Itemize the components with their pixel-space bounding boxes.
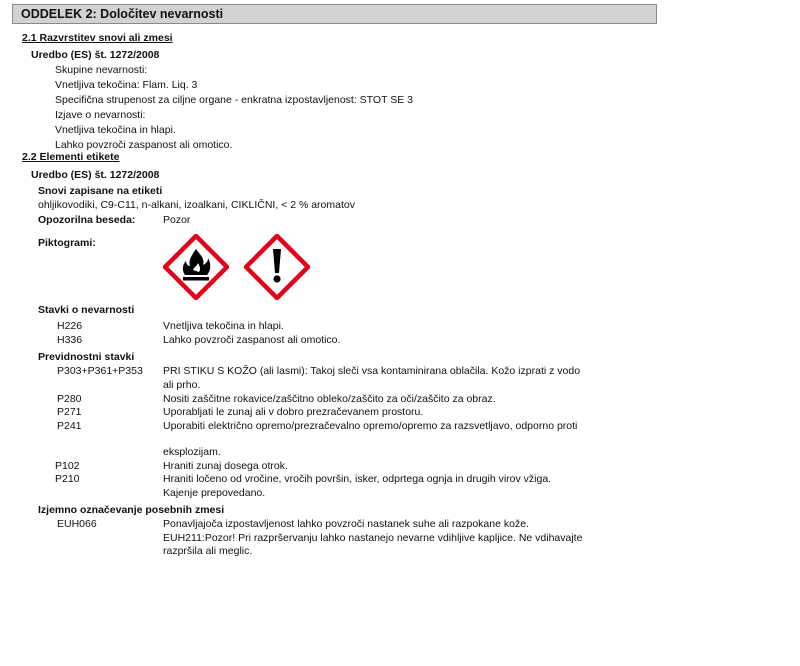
section-2-2-title: 2.2 Elementi etikete bbox=[22, 151, 120, 163]
precautionary-statements-label: Previdnostni stavki bbox=[38, 351, 135, 363]
exclamation-pictogram bbox=[244, 234, 310, 300]
euh-code: EUH066 bbox=[57, 518, 97, 530]
pictograms-label: Piktogrami: bbox=[38, 237, 96, 249]
euh211-line: EUH211:Pozor! Pri razpršervanju lahko nastanejo nevarne vdihljive kapljice. Ne vdihavajte bbox=[163, 532, 583, 544]
s21-line: Lahko povzroči zaspanost ali omotico. bbox=[55, 139, 233, 151]
signal-word-value: Pozor bbox=[163, 214, 191, 226]
flame-pictogram bbox=[163, 234, 229, 300]
precaution-code: P271 bbox=[57, 406, 82, 418]
hazard-text: Vnetljiva tekočina in hlapi. bbox=[163, 320, 284, 332]
euh-text: Ponavljajoča izpostavljenost lahko povzroči nastanek suhe ali razpokane kože. bbox=[163, 518, 529, 530]
special-labelling-label: Izjemno označevanje posebnih zmesi bbox=[38, 504, 225, 516]
precaution-text: Uporabljati le zunaj ali v dobro prezračevanem prostoru. bbox=[163, 406, 424, 418]
precaution-code: P303+P361+P353 bbox=[57, 365, 143, 377]
precaution-text: PRI STIKU S KOŽO (ali lasmi): Takoj sleči vsa kontaminirana oblačila. Kožo izprati z vodo bbox=[163, 365, 581, 377]
s21-line: Vnetljiva tekočina in hlapi. bbox=[55, 124, 176, 136]
precaution-text: Hraniti ločeno od vročine, vročih površin, isker, odprtega ognja in drugih virov vžiga. bbox=[163, 473, 552, 485]
precaution-code: P280 bbox=[57, 393, 82, 405]
precaution-text: Hraniti zunaj dosega otrok. bbox=[163, 460, 288, 472]
euh211-line: razpršila ali meglic. bbox=[163, 545, 253, 557]
precaution-text-cont: Kajenje prepovedano. bbox=[163, 487, 266, 499]
s22-regulation: Uredbo (ES) št. 1272/2008 bbox=[31, 169, 160, 181]
s21-line: Skupine nevarnosti: bbox=[55, 64, 148, 76]
s21-line: Vnetljiva tekočina: Flam. Liq. 3 bbox=[55, 79, 198, 91]
signal-word-label: Opozorilna beseda: bbox=[38, 214, 136, 226]
precaution-code: P210 bbox=[55, 473, 80, 485]
hazard-text: Lahko povzroči zaspanost ali omotico. bbox=[163, 334, 341, 346]
precaution-code: P102 bbox=[55, 460, 80, 472]
s21-regulation: Uredbo (ES) št. 1272/2008 bbox=[31, 49, 160, 61]
precaution-text: Nositi zaščitne rokavice/zaščitno obleko/zaščito za oči/zaščito za obraz. bbox=[163, 393, 496, 405]
s21-line: Izjave o nevarnosti: bbox=[55, 109, 146, 121]
precaution-text: Uporabiti električno opremo/prezračevalno opremo/opremo za razsvetljavo, odporno proti bbox=[163, 420, 578, 432]
precaution-text-cont: eksplozijam. bbox=[163, 446, 221, 458]
hazard-code: H226 bbox=[57, 320, 83, 332]
precaution-text-cont: ali prho. bbox=[163, 379, 201, 391]
section-header-bar bbox=[12, 4, 657, 24]
s21-line: Specifična strupenost za ciljne organe - enkratna izpostavljenost: STOT SE 3 bbox=[55, 94, 413, 106]
substances-label: Snovi zapisane na etiketi bbox=[38, 185, 163, 197]
section-2-1-title: 2.1 Razvrstitev snovi ali zmesi bbox=[22, 32, 173, 44]
precaution-code: P241 bbox=[57, 420, 82, 432]
hazard-code: H336 bbox=[57, 334, 83, 346]
hazard-statements-label: Stavki o nevarnosti bbox=[38, 304, 135, 316]
section-header-title: ODDELEK 2: Določitev nevarnosti bbox=[21, 7, 224, 21]
substances-value: ohljikovodiki, C9-C11, n-alkani, izoalkani, CIKLIČNI, < 2 % aromatov bbox=[38, 199, 355, 211]
